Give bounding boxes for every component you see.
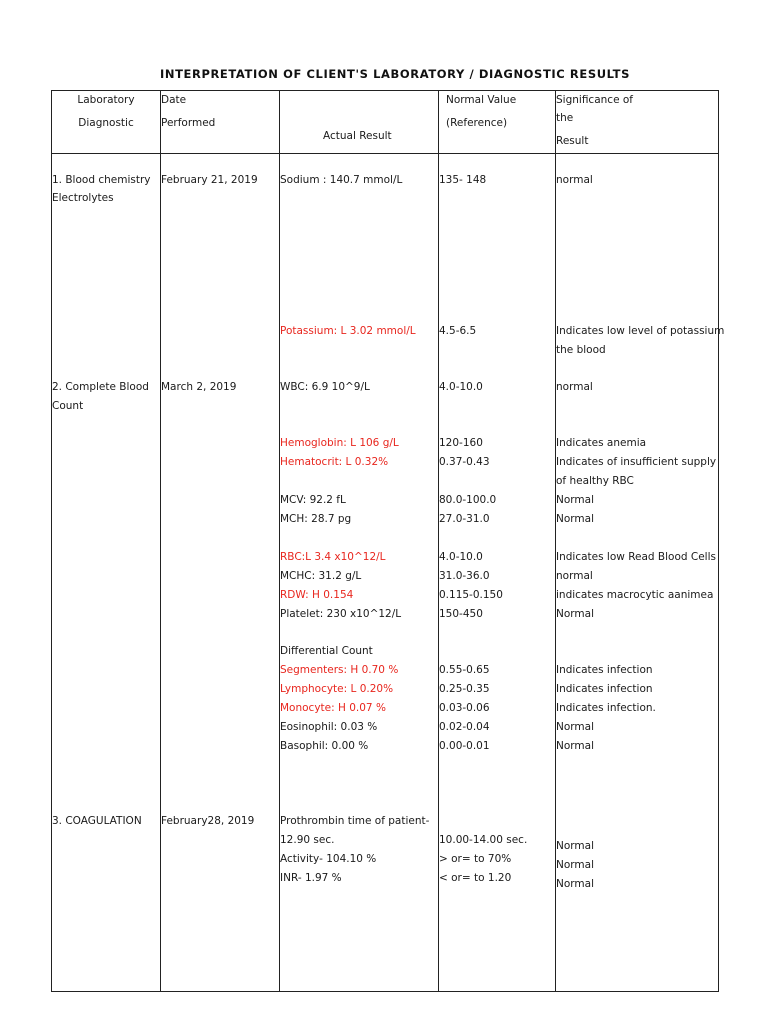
result-lymphocyte: Lymphocyte: L 0.20% bbox=[280, 683, 394, 695]
sig-rdw: indicates macrocytic aanimea bbox=[556, 589, 714, 601]
normal-rdw: 0.115-0.150 bbox=[439, 589, 503, 601]
normal-basophil: 0.00-0.01 bbox=[439, 740, 490, 752]
sig-sodium: normal bbox=[556, 174, 593, 186]
result-hematocrit: Hematocrit: L 0.32% bbox=[280, 456, 389, 468]
result-mch: MCH: 28.7 pg bbox=[280, 513, 352, 525]
column-divider bbox=[160, 90, 161, 992]
result-inr: INR- 1.97 % bbox=[280, 872, 342, 884]
header-the: the bbox=[556, 112, 574, 124]
sig-inr: Normal bbox=[556, 878, 594, 890]
normal-sodium: 135- 148 bbox=[439, 174, 487, 186]
normal-monocyte: 0.03-0.06 bbox=[439, 702, 490, 714]
result-prothrombin: Prothrombin time of patient- bbox=[280, 815, 430, 827]
sig-activity: Normal bbox=[556, 859, 594, 871]
result-basophil: Basophil: 0.00 % bbox=[280, 740, 369, 752]
normal-hematocrit: 0.37-0.43 bbox=[439, 456, 490, 468]
date-performed: February 21, 2019 bbox=[161, 174, 258, 186]
result-activity: Activity- 104.10 % bbox=[280, 853, 377, 865]
result-eosinophil: Eosinophil: 0.03 % bbox=[280, 721, 378, 733]
document-title: INTERPRETATION OF CLIENT'S LABORATORY / DIAGNOSTIC RESULTS bbox=[159, 67, 630, 81]
normal-wbc: 4.0-10.0 bbox=[439, 381, 483, 393]
date-performed: February28, 2019 bbox=[161, 815, 255, 827]
sig-potassium: Indicates low level of potassium bbox=[556, 325, 725, 337]
result-hemoglobin: Hemoglobin: L 106 g/L bbox=[280, 437, 399, 449]
normal-potassium: 4.5-6.5 bbox=[439, 325, 477, 337]
normal-hemoglobin: 120-160 bbox=[439, 437, 483, 449]
header-significance: Significance of bbox=[556, 94, 633, 106]
header-result: Result bbox=[556, 135, 589, 147]
differential-count-label: Differential Count bbox=[280, 645, 373, 657]
sig-lymphocyte: Indicates infection bbox=[556, 683, 653, 695]
normal-segmenters: 0.55-0.65 bbox=[439, 664, 490, 676]
sig-basophil: Normal bbox=[556, 740, 594, 752]
normal-lymphocyte: 0.25-0.35 bbox=[439, 683, 490, 695]
sig-platelet: Normal bbox=[556, 608, 594, 620]
sig-eosinophil: Normal bbox=[556, 721, 594, 733]
test-name: 2. Complete Blood bbox=[52, 381, 149, 393]
sig-wbc: normal bbox=[556, 381, 593, 393]
sig-monocyte: Indicates infection. bbox=[556, 702, 656, 714]
result-sodium: Sodium : 140.7 mmol/L bbox=[280, 174, 403, 186]
column-divider bbox=[555, 90, 556, 992]
sig-hematocrit-cont: of healthy RBC bbox=[556, 475, 634, 487]
normal-platelet: 150-450 bbox=[439, 608, 483, 620]
test-name-cont: Count bbox=[52, 400, 84, 412]
sig-potassium-cont: the blood bbox=[556, 344, 606, 356]
sig-mch: Normal bbox=[556, 513, 594, 525]
sig-mchc: normal bbox=[556, 570, 593, 582]
result-rbc: RBC:L 3.4 x10^12/L bbox=[280, 551, 386, 563]
result-mcv: MCV: 92.2 fL bbox=[280, 494, 346, 506]
result-mchc: MCHC: 31.2 g/L bbox=[280, 570, 362, 582]
normal-inr: < or= to 1.20 bbox=[439, 872, 512, 884]
normal-rbc: 4.0-10.0 bbox=[439, 551, 483, 563]
sig-mcv: Normal bbox=[556, 494, 594, 506]
date-performed: March 2, 2019 bbox=[161, 381, 237, 393]
normal-mchc: 31.0-36.0 bbox=[439, 570, 490, 582]
result-rdw: RDW: H 0.154 bbox=[280, 589, 354, 601]
result-wbc: WBC: 6.9 10^9/L bbox=[280, 381, 370, 393]
result-potassium: Potassium: L 3.02 mmol/L bbox=[280, 325, 416, 337]
test-name: 1. Blood chemistry bbox=[52, 174, 151, 186]
normal-mch: 27.0-31.0 bbox=[439, 513, 490, 525]
normal-mcv: 80.0-100.0 bbox=[439, 494, 497, 506]
result-segmenters: Segmenters: H 0.70 % bbox=[280, 664, 399, 676]
header-normal-value: Normal Value bbox=[446, 94, 517, 106]
results-table bbox=[51, 90, 719, 992]
result-monocyte: Monocyte: H 0.07 % bbox=[280, 702, 386, 714]
normal-prothrombin: 10.00-14.00 sec. bbox=[439, 834, 528, 846]
normal-activity: > or= to 70% bbox=[439, 853, 512, 865]
header-laboratory: Laboratory bbox=[77, 94, 135, 106]
test-name: 3. COAGULATION bbox=[52, 815, 142, 827]
header-divider bbox=[51, 153, 719, 154]
sig-hemoglobin: Indicates anemia bbox=[556, 437, 647, 449]
header-diagnostic: Diagnostic bbox=[78, 117, 134, 129]
sig-segmenters: Indicates infection bbox=[556, 664, 653, 676]
normal-eosinophil: 0.02-0.04 bbox=[439, 721, 490, 733]
header-reference: (Reference) bbox=[446, 117, 508, 129]
sig-prothrombin: Normal bbox=[556, 840, 594, 852]
result-platelet: Platelet: 230 x10^12/L bbox=[280, 608, 402, 620]
header-date: Date bbox=[161, 94, 187, 106]
test-name-cont: Electrolytes bbox=[52, 192, 114, 204]
sig-rbc: Indicates low Read Blood Cells bbox=[556, 551, 716, 563]
sig-hematocrit: Indicates of insufficient supply bbox=[556, 456, 717, 468]
result-prothrombin-cont: 12.90 sec. bbox=[280, 834, 335, 846]
header-actual-result: Actual Result bbox=[323, 130, 392, 142]
header-performed: Performed bbox=[161, 117, 216, 129]
